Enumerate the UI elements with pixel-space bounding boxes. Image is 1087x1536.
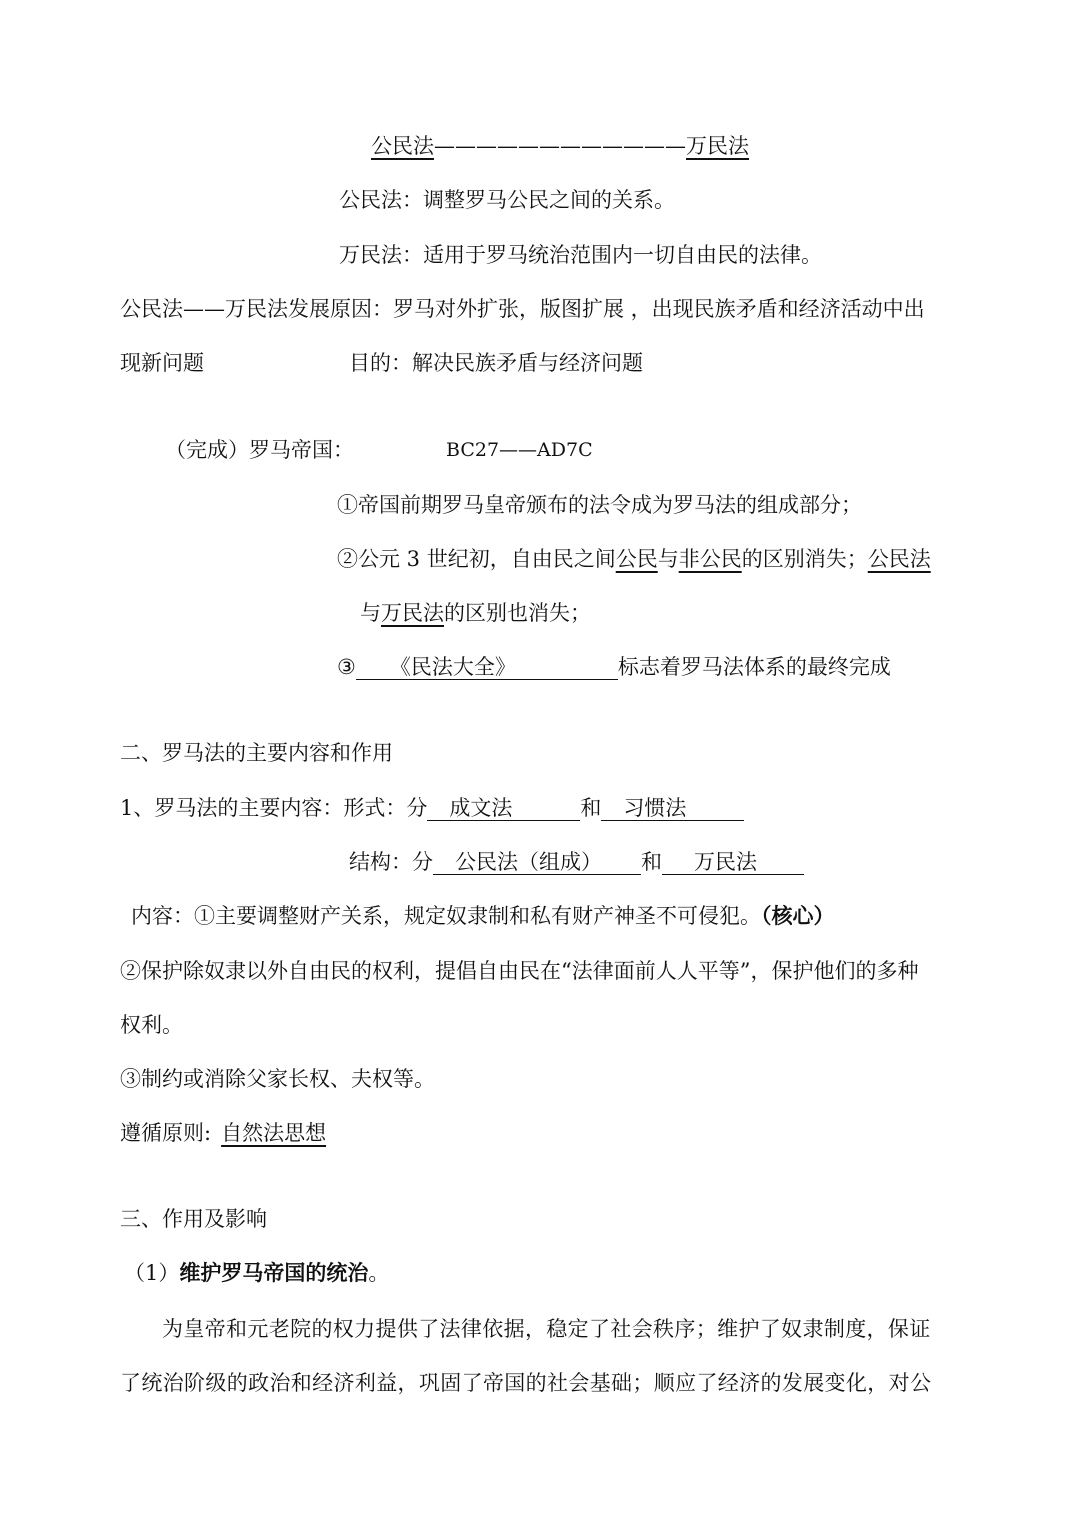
section-2-heading: 二、罗马法的主要内容和作用 xyxy=(120,741,393,765)
purpose-text: 目的：解决民族矛盾与经济问题 xyxy=(349,351,643,375)
paragraph-1-line-1: 为皇帝和元老院的权力提供了法律依据，稳定了社会秩序；维护了奴隶制度，保证 xyxy=(162,1317,931,1341)
empire-label: （完成）罗马帝国： xyxy=(165,438,354,462)
content-1: 内容：①主要调整财产关系，规定奴隶制和私有财产神圣不可侵犯。（核心） xyxy=(131,903,835,928)
title-line xyxy=(371,133,749,159)
term-feigongmin: 非公民 xyxy=(678,547,742,571)
paragraph-1-line-2: 了统治阶级的政治和经济利益，巩固了帝国的社会基础；顺应了经济的发展变化，对公 xyxy=(120,1371,932,1395)
form-line: 1、罗马法的主要内容：形式：分 成文法 和 习惯法 xyxy=(120,795,744,821)
point-3: ③ 《民法大全》 标志着罗马法体系的最终完成 xyxy=(337,655,891,679)
content-3: ③制约或消除父家长权、夫权等。 xyxy=(120,1067,435,1091)
core-label: （核心） xyxy=(761,903,835,928)
content-2: ②保护除奴隶以外自由民的权利，提倡自由民在“法律面前人人平等”，保护他们的多种 xyxy=(120,959,919,983)
reason-line-1: 公民法——万民法发展原因：罗马对外扩张，版图扩展 ，出现民族矛盾和经济活动中出 xyxy=(120,297,925,321)
title-gongminfa: 公民法 xyxy=(371,134,434,158)
blank-chengwenfa: 成文法 xyxy=(427,796,580,821)
blank-wanminfa: 万民法 xyxy=(662,850,804,875)
term-gongmin: 公民 xyxy=(615,547,658,571)
definition-wanminfa: 万民法：适用于罗马统治范围内一切自由民的法律。 xyxy=(339,243,822,267)
blank-minfadaquan: 《民法大全》 xyxy=(356,655,618,680)
reason-line-2: 现新问题 xyxy=(120,351,204,375)
term-gongminfa: 公民法 xyxy=(867,547,931,571)
blank-gongminfa-zucheng: 公民法（组成） xyxy=(433,850,641,875)
structure-line: 结构：分 公民法（组成） 和 万民法 xyxy=(349,849,804,875)
empire-period: BC27——AD7C xyxy=(446,439,593,461)
title-dashes: ———————————— xyxy=(434,134,686,158)
section-3-heading: 三、作用及影响 xyxy=(120,1207,267,1231)
principle-line: 遵循原则: 自然法思想 xyxy=(120,1121,327,1145)
content-2-continued: 权利。 xyxy=(120,1013,183,1037)
blank-xiguanfa: 习惯法 xyxy=(601,796,744,821)
point-2-continued: 与万民法的区别也消失； xyxy=(360,601,591,625)
point-1: ①帝国前期罗马皇帝颁布的法令成为罗马法的组成部分； xyxy=(337,493,862,517)
effect-1-heading: （1）维护罗马帝国的统治。 xyxy=(124,1260,390,1285)
title-wanminfa: 万民法 xyxy=(686,134,749,158)
term-wanminfa: 万民法 xyxy=(381,601,444,625)
definition-gongminfa: 公民法：调整罗马公民之间的关系。 xyxy=(339,188,675,212)
point-2: ②公元 3 世纪初，自由民之间公民与非公民的区别消失；公民法 xyxy=(337,547,931,571)
principle-value: 自然法思想 xyxy=(221,1121,327,1145)
